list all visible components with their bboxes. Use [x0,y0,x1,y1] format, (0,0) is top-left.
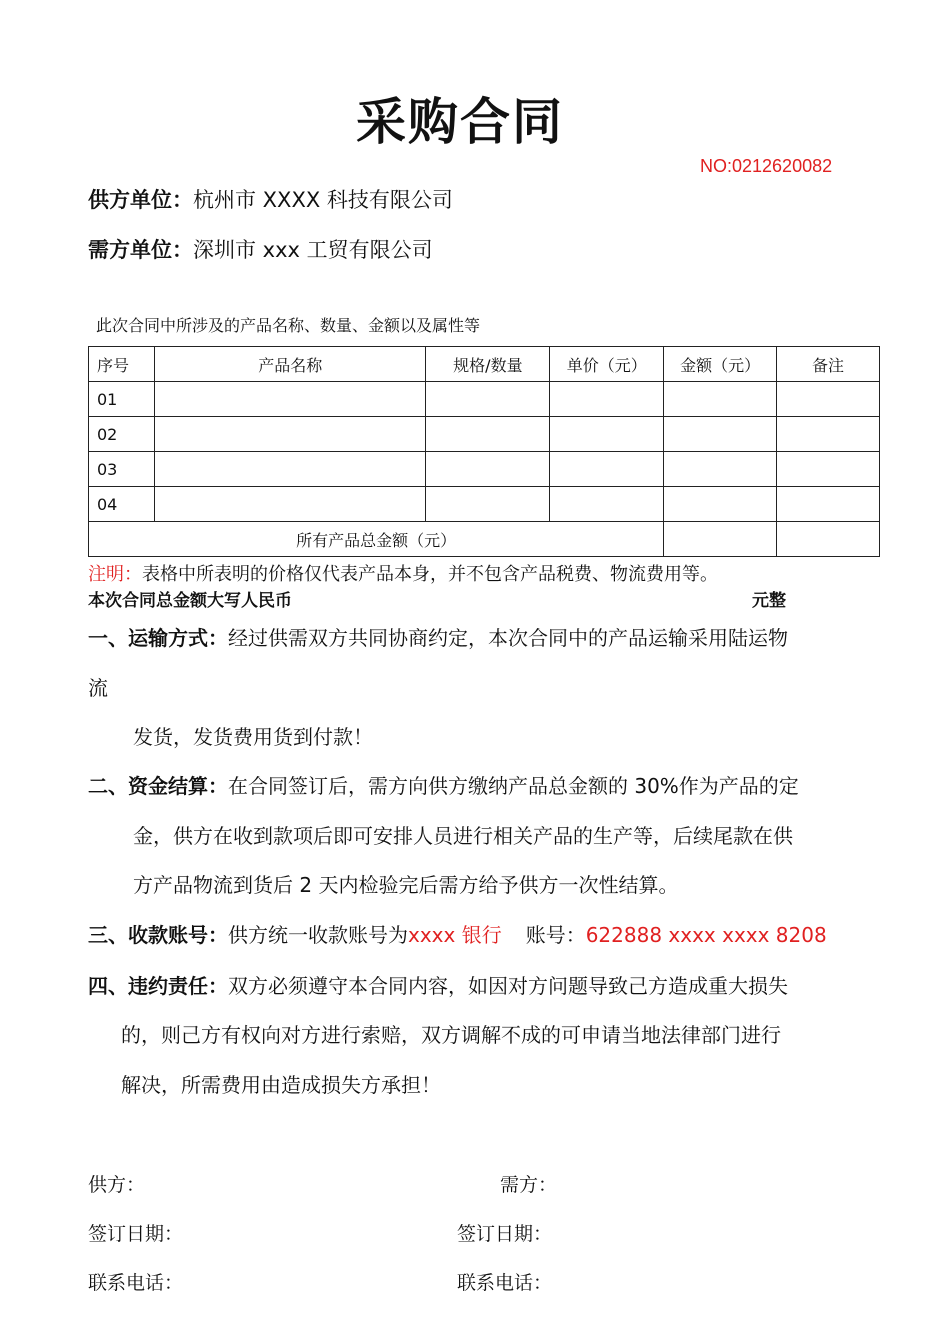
table-row [89,487,880,522]
cell-spec-qty[interactable] [426,382,550,417]
cell-remark[interactable] [777,487,880,522]
signature-supplier: 供方： [88,1174,146,1196]
cell-amount[interactable] [664,382,777,417]
clause-liability-line2: 的，则己方有权向对方进行索赔，双方调解不成的可申请当地法律部门进行 [121,1023,781,1047]
buyer-value: 深圳市 xxx 工贸有限公司 [193,238,433,262]
sign-date-left: 签订日期： [88,1223,184,1245]
header-unit-price: 单价（元） [550,347,664,382]
clause-settlement-line1 [88,770,799,799]
row-seq: 04 [89,487,155,522]
table-intro: 此次合同中所涉及的产品名称、数量、金额以及属性等 [96,316,481,335]
buyer-line [88,234,433,264]
table-row [89,417,880,452]
header-product-name: 产品名称 [154,347,426,382]
account-label: 账号： [525,923,586,947]
header-remark: 备注 [777,347,880,382]
total-words-unit: 元整 [752,591,786,611]
clause-settlement-text1: 在合同签订后，需方向供方缴纳产品总金额的 30%作为产品的定 [228,774,799,798]
total-amount-label: 所有产品总金额（元） [89,522,664,557]
total-words-label: 本次合同总金额大写人民币 [88,591,292,611]
cell-product-name[interactable] [154,417,426,452]
note-text: 表格中所表明的价格仅代表产品本身，并不包含产品税费、物流费用等。 [142,564,718,585]
table-total-row [89,522,880,557]
header-seq: 序号 [89,347,155,382]
phone-right: 联系电话： [457,1272,553,1294]
cell-unit-price[interactable] [550,487,664,522]
supplier-label: 供方单位： [88,188,193,212]
clause-transport-line3: 发货，发货费用货到付款！ [133,725,373,749]
row-seq: 02 [89,417,155,452]
table-header-row [89,347,880,382]
account-number: 622888 xxxx xxxx 8208 [585,923,827,947]
note-label: 注明： [88,564,142,585]
clause-liability-line1 [88,970,788,999]
product-table [88,346,880,557]
clause-transport-line2: 流 [88,676,108,700]
cell-remark[interactable] [777,417,880,452]
cell-remark[interactable] [777,452,880,487]
row-seq: 01 [89,382,155,417]
cell-remark[interactable] [777,382,880,417]
clause-liability-title: 四、违约责任： [88,974,228,998]
bank-name: xxxx 银行 [408,923,502,947]
table-row [89,452,880,487]
cell-amount[interactable] [664,417,777,452]
cell-amount[interactable] [664,452,777,487]
cell-amount[interactable] [664,487,777,522]
total-remark[interactable] [777,522,880,557]
cell-unit-price[interactable] [550,417,664,452]
clause-liability-text1: 双方必须遵守本合同内容，如因对方问题导致己方造成重大损失 [228,974,788,998]
clause-settlement-line2: 金，供方在收到款项后即可安排人员进行相关产品的生产等，后续尾款在供 [133,824,793,848]
clause-transport-title: 一、运输方式： [88,626,228,650]
row-seq: 03 [89,452,155,487]
cell-product-name[interactable] [154,487,426,522]
clause-settlement-title: 二、资金结算： [88,774,228,798]
clause-transport-line1 [88,622,788,651]
contract-number: NO:0212620082 [700,156,833,176]
cell-spec-qty[interactable] [426,452,550,487]
total-amount-value[interactable] [664,522,777,557]
clause-settlement-line3: 方产品物流到货后 2 天内检验完后需方给予供方一次性结算。 [133,873,679,897]
clause-transport-text1: 经过供需双方共同协商约定，本次合同中的产品运输采用陆运物 [228,626,788,650]
sign-date-right: 签订日期： [457,1223,553,1245]
clause-account-title: 三、收款账号： [88,923,228,947]
cell-spec-qty[interactable] [426,487,550,522]
cell-product-name[interactable] [154,382,426,417]
header-spec-qty: 规格/数量 [426,347,550,382]
cell-unit-price[interactable] [550,382,664,417]
signature-buyer: 需方： [500,1174,558,1196]
header-amount: 金额（元） [664,347,777,382]
cell-unit-price[interactable] [550,452,664,487]
phone-left: 联系电话： [88,1272,184,1294]
table-row [89,382,880,417]
clause-liability-line3: 解决，所需费用由造成损失方承担！ [121,1073,441,1097]
clause-account-prefix: 供方统一收款账号为 [228,923,408,947]
clause-account-line [88,919,827,948]
page-title: 采购合同 [356,93,564,151]
cell-spec-qty[interactable] [426,417,550,452]
cell-product-name[interactable] [154,452,426,487]
supplier-line [88,184,453,214]
supplier-value: 杭州市 XXXX 科技有限公司 [193,188,453,212]
buyer-label: 需方单位： [88,238,193,262]
note-line [88,560,718,586]
